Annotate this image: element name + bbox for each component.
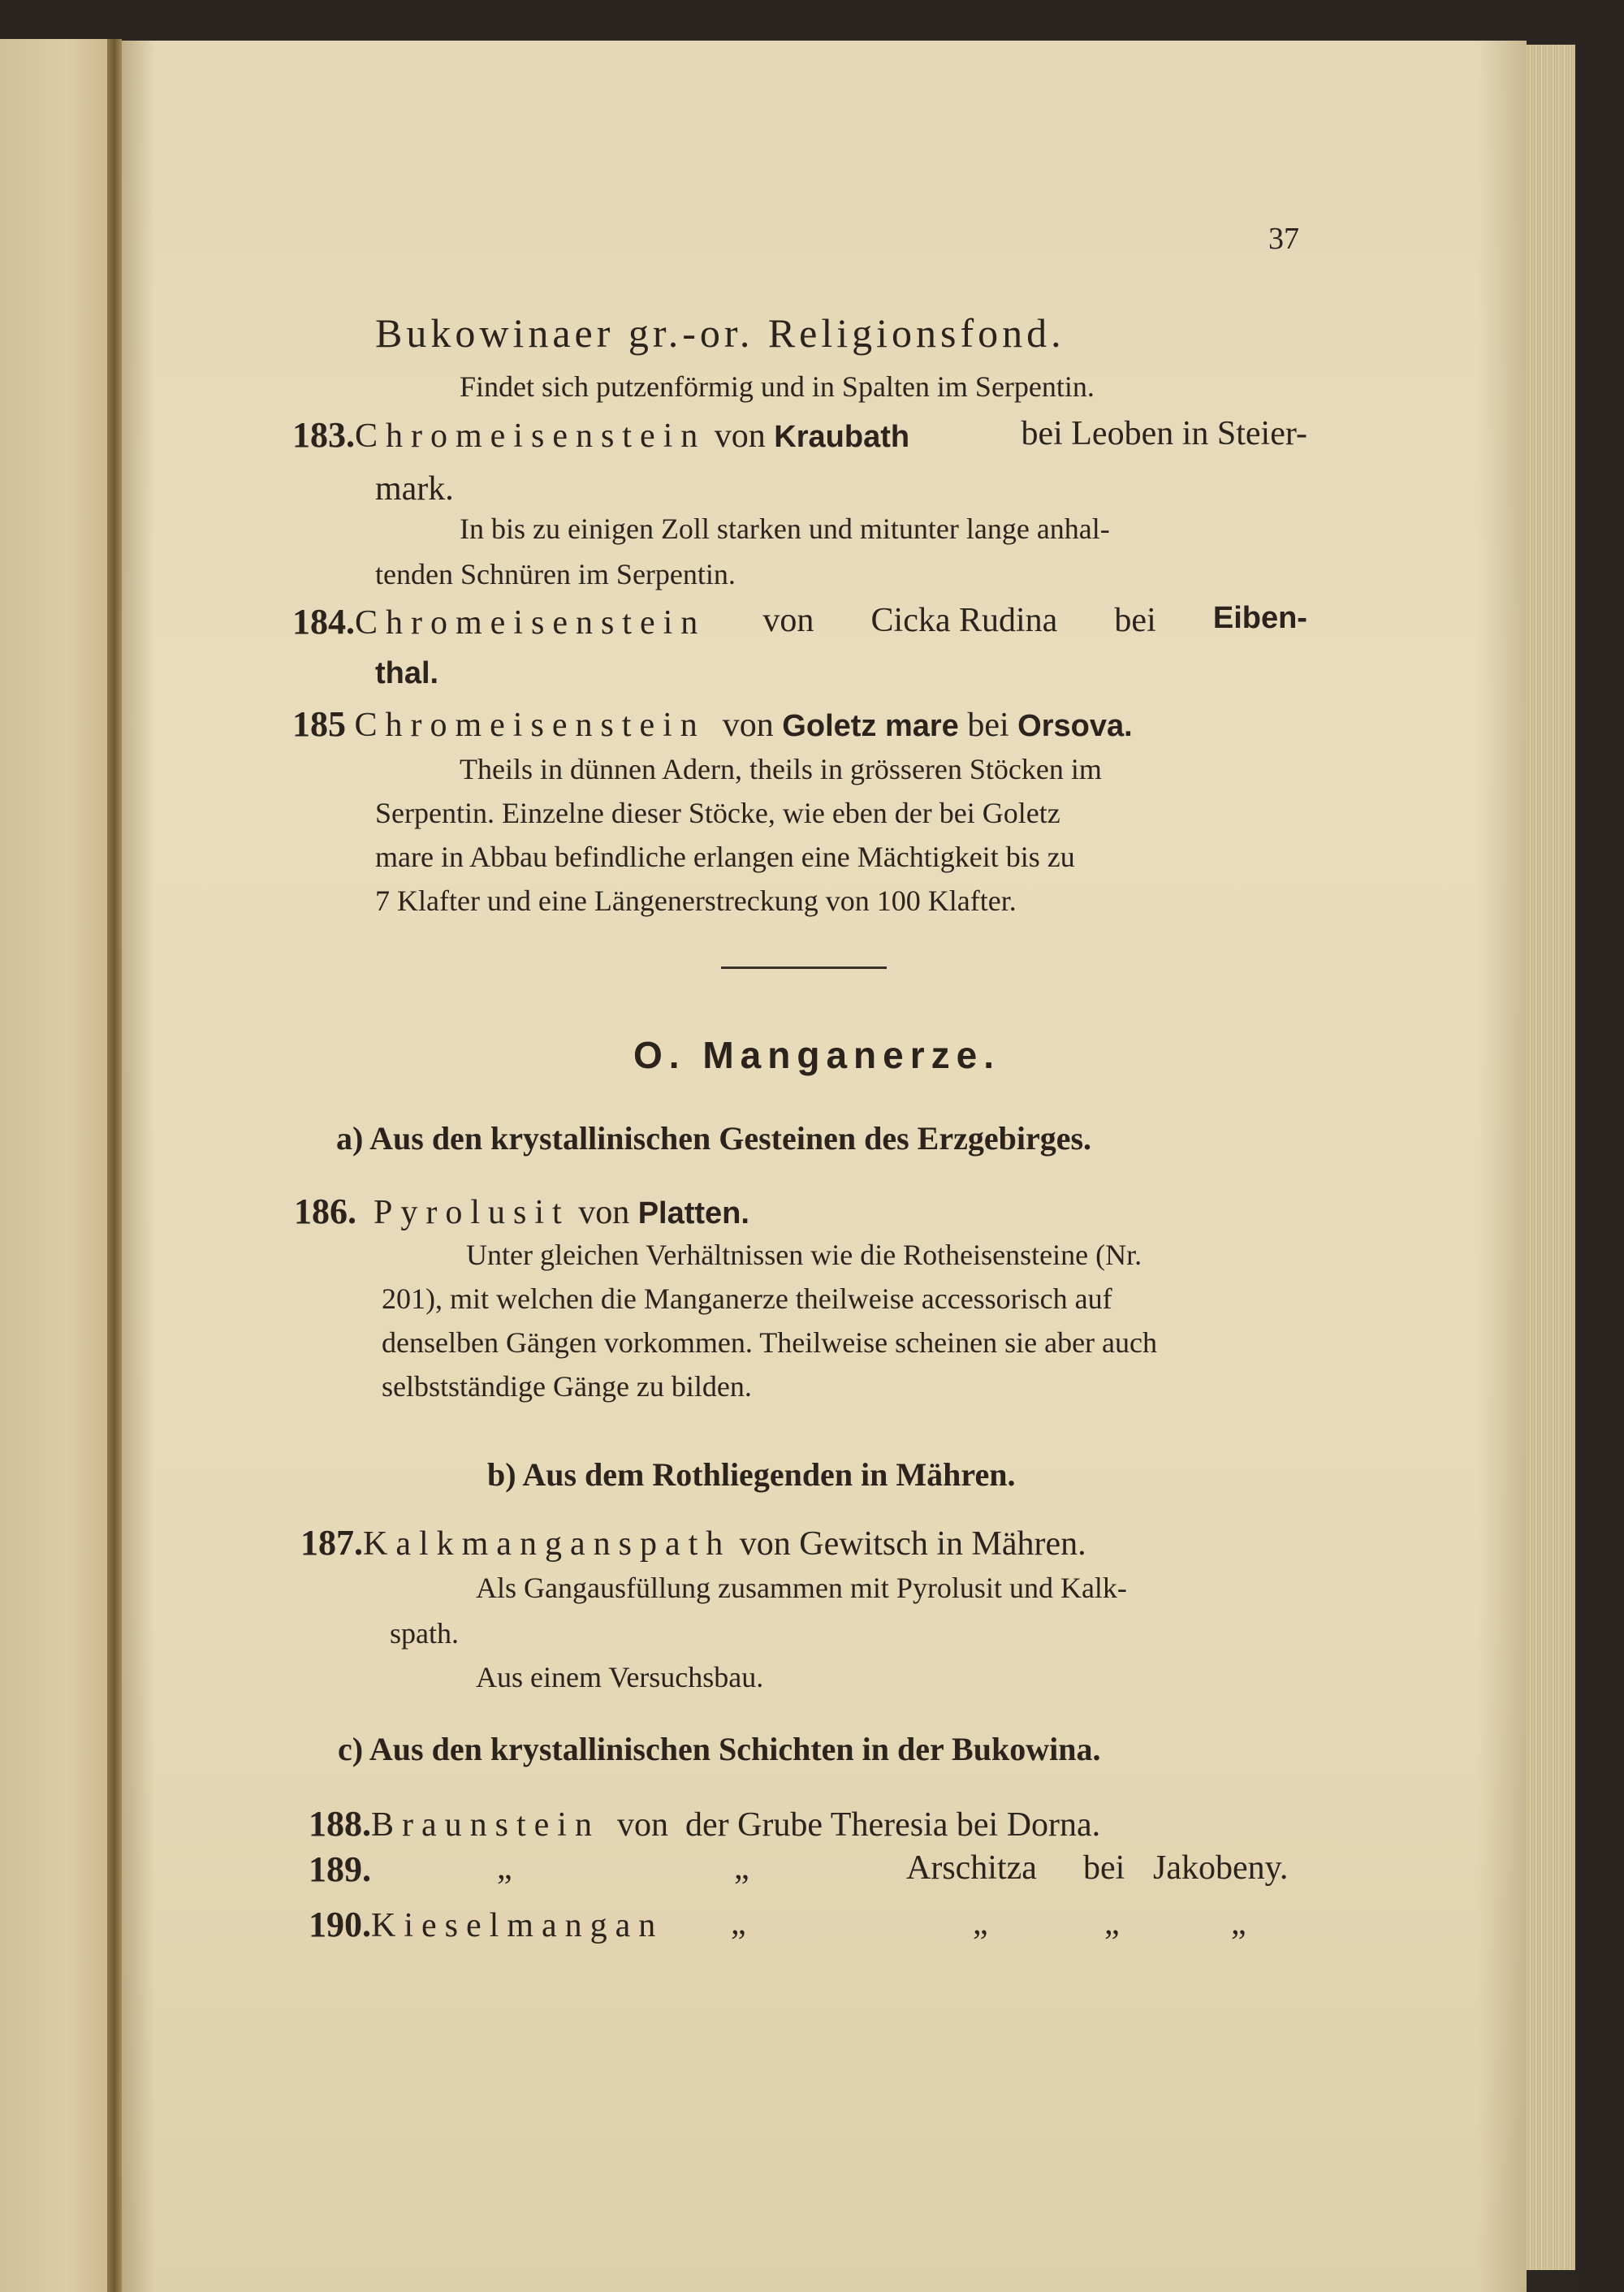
entry-185-line: 185 Chromeisenstein von Goletz mare bei Orsova.: [292, 704, 1133, 744]
entry-185-note-2: Serpentin. Einzelne dieser Stöcke, wie eben der bei Goletz: [375, 797, 1060, 829]
entry-184-line: 184.Chromeisenstein von Cicka Rudina bei Eiben-: [292, 601, 1307, 642]
intro-note: Findet sich putzenförmig und in Spalten im Serpentin.: [460, 370, 1095, 403]
section-title: O. Manganerze.: [633, 1034, 1000, 1076]
entry-187-note-3: Aus einem Versuchsbau.: [476, 1661, 764, 1693]
left-page-edge: [0, 39, 112, 2292]
entry-188-line: 188.Braunstein von der Grube Theresia bei Dorna.: [309, 1804, 1101, 1844]
mineral-name: Chromeisenstein: [355, 417, 706, 455]
subsection-c: c) Aus den krystallinischen Schichten in der Bukowina.: [338, 1731, 1101, 1767]
book-gutter: [107, 39, 122, 2292]
entry-185-note-3: mare in Abbau befindliche erlangen eine Mächtigkeit bis zu: [375, 841, 1075, 873]
entry-183-note-2: tenden Schnüren im Serpentin.: [375, 558, 736, 590]
place-name: Arschitza: [906, 1849, 1037, 1887]
scan-background-right: [1575, 0, 1624, 2292]
book-scan: 37 Bukowinaer gr.-or. Religionsfond. Findet sich putzenförmig und in Spalten im Serpentin. 183.Chromeisenstein von Kraubath bei Leoben in Steier- mark. In bis zu einigen Zoll starken und mitunter lange anhal- tenden Schnüren im Serpentin. 184.Chromeisenstein von Cicka Rudina bei Eiben- thal. 185 Chromeisenstein von Goletz mare bei Orsova. Theils in dünnen Adern, theils in grösseren Stöcken im Serpentin. Einzelne dieser Stöcke, wie eben der bei Goletz mare in Abbau befindliche erlangen eine Mächtigkeit bis zu 7 Klafter und eine Längenerstreckung von 100 Klafter. O. Manganerze. a) Aus den krystallinischen Gesteinen des Erzgebirges. 186. Pyrolusit von Platten. Unter gleichen Verhältnissen wie die Rotheisensteine (Nr. 201), mit welchen die Manganerze theilweise accessorisch auf denselben Gängen vorkommen. Theilweise scheinen sie aber auch selbstständige Gänge zu bilden. b) Aus dem Rothliegenden in Mähren. 187.Kalkmanganspath von Gewitsch in Mähren. Als Gangausfüllung zusammen mit Pyrolusit und Kalk- spath. Aus einem Versuchsbau. c) Aus den krystallinischen Schichten in der Bukowina. 188.Braunstein von der Grube Theresia bei Dorna. 189. „ „ Arschitza bei Jakobeny. 190.Kieselmangan „ „ „ „: [0, 0, 1624, 2292]
entry-187-note-1: Als Gangausfüllung zusammen mit Pyrolusit und Kalk-: [476, 1572, 1127, 1604]
subsection-b: b) Aus dem Rothliegenden in Mähren.: [487, 1456, 1016, 1493]
ditto-mark: „: [1231, 1905, 1246, 1942]
ditto-mark: „: [497, 1849, 512, 1887]
page-heading: Bukowinaer gr.-or. Religionsfond.: [375, 310, 1065, 356]
entry-183-note-1: In bis zu einigen Zoll starken und mitunter lange anhal-: [460, 512, 1110, 545]
entry-190-line: 190.Kieselmangan: [309, 1905, 664, 1944]
ditto-mark: „: [731, 1905, 746, 1942]
subsection-a: a) Aus den krystallinischen Gesteinen des Erzgebirges.: [336, 1120, 1092, 1157]
ditto-mark: „: [1104, 1905, 1120, 1942]
entry-number: 183.: [292, 415, 355, 455]
entry-185-note-1: Theils in dünnen Adern, theils in grösseren Stöcken im: [460, 753, 1102, 785]
section-divider: [721, 967, 887, 969]
entry-186-line: 186. Pyrolusit von Platten.: [294, 1191, 749, 1231]
entry-186-note-4: selbstständige Gänge zu bilden.: [382, 1370, 752, 1403]
entry-183-line: 183.Chromeisenstein von Kraubath bei Leoben in Steier-: [292, 415, 1307, 455]
place-name: Jakobeny.: [1153, 1849, 1289, 1887]
entry-185-note-4: 7 Klafter und eine Längenerstreckung von 100 Klafter.: [375, 884, 1017, 917]
entry-186-note-3: denselben Gängen vorkommen. Theilweise scheinen sie aber auch: [382, 1326, 1158, 1359]
place-name: Kraubath: [774, 420, 910, 454]
entry-187-note-2: spath.: [390, 1617, 459, 1650]
entry-189-number: 189.: [309, 1849, 371, 1889]
ditto-mark: „: [973, 1905, 988, 1942]
ditto-mark: „: [734, 1849, 749, 1887]
entry-186-note-1: Unter gleichen Verhältnissen wie die Rotheisensteine (Nr.: [466, 1239, 1142, 1271]
page-edges: [1527, 45, 1575, 2270]
page-number: 37: [1268, 222, 1299, 256]
scan-background-top: [0, 0, 1624, 39]
entry-187-line: 187.Kalkmanganspath von Gewitsch in Mähren.: [300, 1523, 1086, 1563]
entry-186-note-2: 201), mit welchen die Manganerze theilweise accessorisch auf: [382, 1282, 1112, 1315]
